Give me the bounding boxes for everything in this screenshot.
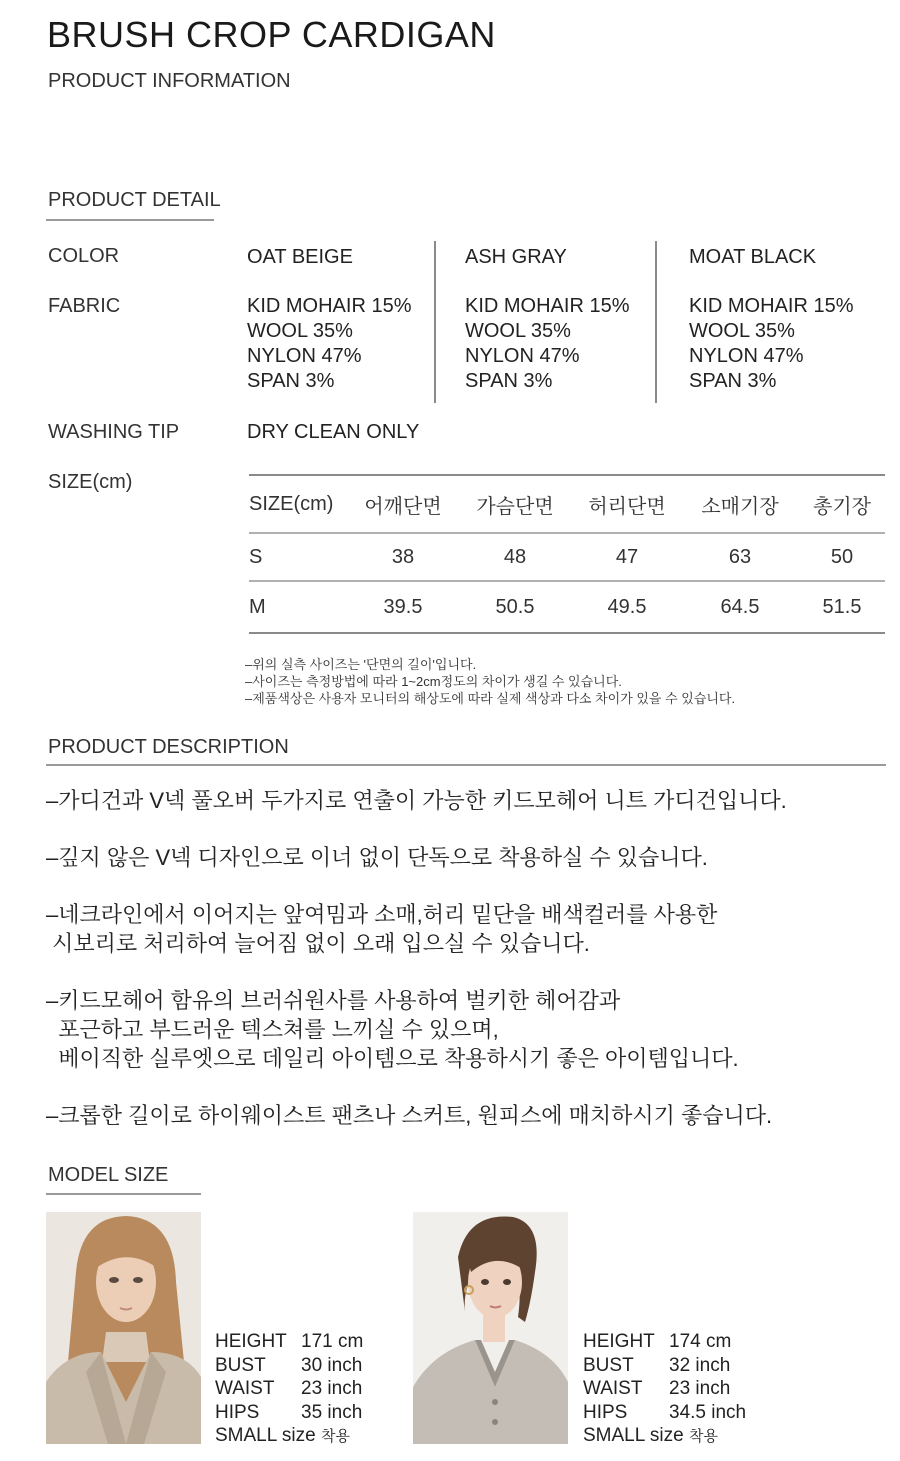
fabric-line: WOOL 35% [689,320,795,342]
fabric-line: KID MOHAIR 15% [689,295,854,317]
size-note: –사이즈는 측정방법에 따라 1~2cm정도의 차이가 생길 수 있습니다. [245,674,622,689]
table-cell: 47 [615,545,639,568]
model-stat-row [583,1401,746,1425]
fabric-line: KID MOHAIR 15% [465,295,630,317]
stat-label: HEIGHT [215,1331,287,1352]
stat-label: WAIST [583,1378,643,1399]
model-2-stats [583,1330,746,1449]
fit-size: SMALL size [215,1425,316,1446]
description-paragraph [46,1101,772,1130]
size-table-header-cell: 소매기장 [701,495,779,518]
fabric-line: NYLON 47% [465,345,580,367]
description-paragraph [46,900,717,958]
description-line: –키드모헤어 함유의 브러쉬원사를 사용하여 벌키한 헤어감과 [46,988,621,1013]
table-cell: 64.5 [720,595,760,618]
table-cell: 50.5 [495,595,535,618]
model-stat-row [583,1354,746,1378]
table-row [249,533,885,581]
fabric-line: NYLON 47% [247,345,362,367]
stat-value: 30 inch [301,1354,363,1376]
size-notes [245,656,735,707]
model-stat-row [215,1401,363,1425]
fit-korean: 착용 [320,1428,350,1445]
table-cell: 50 [830,545,854,568]
size-table-header-cell: 허리단면 [588,495,666,518]
stat-label: BUST [215,1354,266,1376]
fabric-line: WOOL 35% [465,320,571,342]
model-stat-row [583,1377,746,1401]
table-cell: 38 [391,545,415,568]
product-info-subtitle: PRODUCT INFORMATION [48,70,291,92]
stat-value: 32 inch [669,1354,731,1376]
product-description-heading: PRODUCT DESCRIPTION [48,736,289,758]
description-line: 시보리로 처리하여 늘어짐 없이 오래 입으실 수 있습니다. [46,931,590,956]
product-title: BRUSH CROP CARDIGAN [47,14,496,55]
model-photo-1 [46,1212,201,1444]
size-note: –제품색상은 사용자 모니터의 해상도에 따라 실제 색상과 다소 차이가 있을 수 있습니다. [245,691,736,706]
variant-color-moat-black: MOAT BLACK [689,246,817,268]
fabric-line: SPAN 3% [689,370,777,392]
variant-color-oat-beige: OAT BEIGE [247,246,353,268]
stat-value: 174 cm [669,1331,732,1352]
stat-label: HIPS [583,1401,628,1423]
table-cell: 39.5 [383,595,423,618]
model-photo-2 [413,1212,568,1444]
size-table-header [249,475,885,533]
table-cell: S [249,545,263,568]
table-cell: 48 [503,545,527,568]
table-cell: 63 [728,545,752,568]
product-detail-heading: PRODUCT DETAIL [48,189,221,211]
description-paragraph [46,986,739,1073]
fabric-line: SPAN 3% [465,370,553,392]
size-table-header-cell: 총기장 [813,495,871,518]
fabric-line: WOOL 35% [247,320,353,342]
stat-label: BUST [583,1354,634,1376]
model-photo-1-illustration [46,1212,201,1444]
stat-value: 23 inch [301,1378,363,1399]
size-table-header-cell: 어깨단면 [364,495,442,518]
color-label: COLOR [48,245,120,267]
size-table-header-cell: 가슴단면 [476,495,554,518]
description-line: 베이직한 실루엣으로 데일리 아이템으로 착용하시기 좋은 아이템입니다. [46,1046,739,1071]
fit-korean: 착용 [688,1428,718,1445]
model-fit [215,1424,363,1449]
model-stat-row [215,1354,363,1378]
size-label: SIZE(cm) [48,471,133,493]
description-line: –네크라인에서 이어지는 앞여밈과 소매,허리 밑단을 배색컬러를 사용한 [46,902,718,927]
model-stat-row [215,1377,363,1401]
size-note: –위의 실측 사이즈는 '단면의 길이'입니다. [245,657,477,672]
washing-tip-value: DRY CLEAN ONLY [247,421,420,443]
stat-label: HIPS [215,1401,260,1423]
description-line: –깊지 않은 V넥 디자인으로 이너 없이 단독으로 착용하실 수 있습니다. [46,845,708,870]
model-fit [583,1424,746,1449]
model-photo-2-illustration [413,1212,568,1444]
product-description-underline [46,764,886,766]
variant-divider [655,241,657,403]
table-cell: 49.5 [607,595,647,618]
fabric-line: KID MOHAIR 15% [247,295,412,317]
description-paragraph [46,786,787,815]
variant-fabric-moat-black [689,294,853,394]
fabric-line: NYLON 47% [689,345,804,367]
fabric-label: FABRIC [48,295,121,317]
table-cell: 51.5 [822,595,862,618]
product-detail-underline [46,219,214,221]
fabric-line: SPAN 3% [247,370,335,392]
description-paragraph [46,843,708,872]
table-row [249,581,885,633]
description-line: 포근하고 부드러운 텍스쳐를 느끼실 수 있으며, [46,1017,499,1042]
washing-tip-label: WASHING TIP [48,421,180,443]
size-table [249,474,885,634]
model-stat-row [215,1330,363,1354]
description-line: –가디건과 V넥 풀오버 두가지로 연출이 가능한 키드모헤어 니트 가디건입니다. [46,788,787,813]
stat-value: 23 inch [669,1378,731,1399]
model-size-heading: MODEL SIZE [48,1164,169,1186]
model-size-underline [46,1193,201,1195]
size-table-header-cell: SIZE(cm) [249,492,334,515]
variant-color-ash-gray: ASH GRAY [465,246,567,268]
model-1-stats [215,1330,363,1449]
description-line: –크롭한 길이로 하이웨이스트 팬츠나 스커트, 원피스에 매치하시기 좋습니다. [46,1103,773,1128]
model-stat-row [583,1330,746,1354]
stat-value: 35 inch [301,1401,363,1423]
variant-fabric-oat-beige [247,294,411,394]
variant-fabric-ash-gray [465,294,629,394]
stat-label: WAIST [215,1378,275,1399]
table-cell: M [249,595,266,618]
variant-divider [434,241,436,403]
fit-size: SMALL size [583,1425,684,1446]
stat-value: 171 cm [301,1331,364,1352]
stat-label: HEIGHT [583,1331,655,1352]
stat-value: 34.5 inch [669,1401,747,1423]
